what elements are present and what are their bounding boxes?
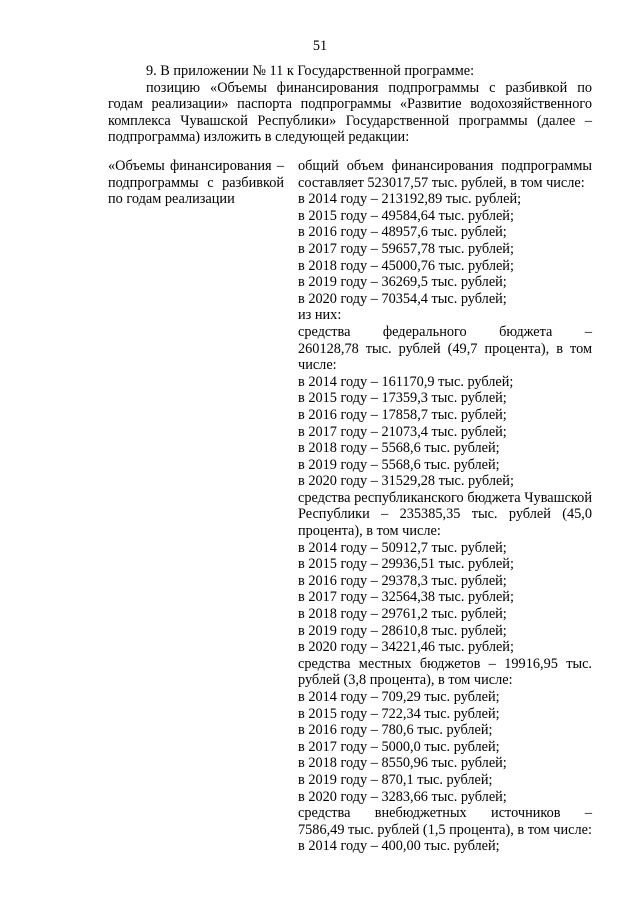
year-line: в 2014 году – 161170,9 тыс. рублей; [298, 373, 514, 390]
year-line: в 2017 году – 59657,78 тыс. рублей; [298, 240, 514, 257]
federal-word-2: федерального [382, 323, 467, 340]
year-line: в 2015 году – 49584,64 тыс. рублей; [298, 207, 514, 224]
extra-heading [298, 805, 592, 822]
federal-amount: 260128,78 тыс. рублей (49,7 процента), в том числе: [298, 340, 592, 374]
year-line: в 2016 году – 780,6 тыс. рублей; [298, 722, 493, 739]
year-line: в 2016 году – 29378,3 тыс. рублей; [298, 572, 507, 589]
year-line: в 2020 году – 34221,46 тыс. рублей; [298, 639, 514, 656]
republic-years [298, 540, 592, 656]
year-line: в 2016 году – 48957,6 тыс. рублей; [298, 224, 507, 241]
financing-details [298, 158, 592, 855]
year-line: в 2017 году – 5000,0 тыс. рублей; [298, 738, 500, 755]
year-line: в 2017 году – 21073,4 тыс. рублей; [298, 423, 507, 440]
extra-years [298, 838, 592, 855]
total-financing: общий объем финансирования подпрограммы составляет 523017,57 тыс. рублей, в том числе: [298, 158, 592, 191]
year-line: в 2014 году – 400,00 тыс. рублей; [298, 838, 500, 855]
year-line: в 2018 году – 5568,6 тыс. рублей; [298, 440, 500, 457]
year-line: в 2015 году – 17359,3 тыс. рублей; [298, 390, 507, 407]
year-line: в 2015 году – 29936,51 тыс. рублей; [298, 556, 514, 573]
year-line: в 2019 году – 28610,8 тыс. рублей; [298, 622, 507, 639]
republic-financing: средства республиканского бюджета Чувашской Республики – 235385,35 тыс. рублей (45,0 процента), в том числе: [298, 489, 592, 540]
amendment-text: позицию «Объемы финансирования подпрограммы с разбивкой по годам реализации» паспорта подпрограммы «Развитие водохозяйственного комплекса Чувашской Республики» Государственной программы (далее – подпрограмма) изложить в следующей редакции: [108, 79, 592, 146]
of-them-label: из них: [298, 307, 342, 324]
extra-amount: 7586,49 тыс. рублей (1,5 процента), в том числе: [298, 821, 592, 838]
extra-dash: – [584, 805, 592, 822]
year-line: в 2019 году – 870,1 тыс. рублей; [298, 771, 493, 788]
year-line: в 2016 году – 17858,7 тыс. рублей; [298, 406, 507, 423]
federal-heading [298, 324, 592, 341]
year-line: в 2020 году – 31529,28 тыс. рублей; [298, 473, 514, 490]
year-line: в 2018 году – 29761,2 тыс. рублей; [298, 606, 507, 623]
federal-word-1: средства [298, 323, 351, 340]
year-line: в 2014 году – 709,29 тыс. рублей; [298, 689, 500, 705]
year-line: в 2014 году – 50912,7 тыс. рублей; [298, 539, 507, 556]
intro-section [108, 63, 592, 146]
year-line: в 2019 году – 36269,5 тыс. рублей; [298, 274, 507, 291]
federal-word-3: бюджета [499, 323, 553, 340]
extra-word-2: внебюджетных [374, 805, 467, 822]
federal-years [298, 374, 592, 490]
year-line: в 2019 году – 5568,6 тыс. рублей; [298, 456, 500, 473]
local-financing: средства местных бюджетов – 19916,95 тыс. рублей (3,8 процента), в том числе: [298, 655, 592, 689]
extra-word-1: средства [298, 805, 351, 822]
year-line: в 2018 году – 45000,76 тыс. рублей; [298, 257, 514, 274]
year-line: в 2018 году – 8550,96 тыс. рублей; [298, 755, 507, 772]
amendment-item: 9. В приложении № 11 к Государственной программе: [146, 63, 475, 79]
year-line: в 2014 году – 213192,89 тыс. рублей; [298, 191, 522, 208]
local-years [298, 689, 592, 805]
year-line: в 2015 году – 722,34 тыс. рублей; [298, 705, 500, 722]
page-number: 51 [312, 38, 328, 54]
extra-word-3: источников [491, 805, 561, 822]
year-line: в 2020 году – 70354,4 тыс. рублей; [298, 290, 507, 307]
year-line: в 2017 году – 32564,38 тыс. рублей; [298, 589, 514, 606]
total-years [298, 191, 592, 307]
federal-dash: – [584, 323, 592, 340]
year-line: в 2020 году – 3283,66 тыс. рублей; [298, 788, 507, 805]
position-label: «Объемы финансирования – подпрограммы с разбивкой по годам реализации [108, 158, 284, 208]
